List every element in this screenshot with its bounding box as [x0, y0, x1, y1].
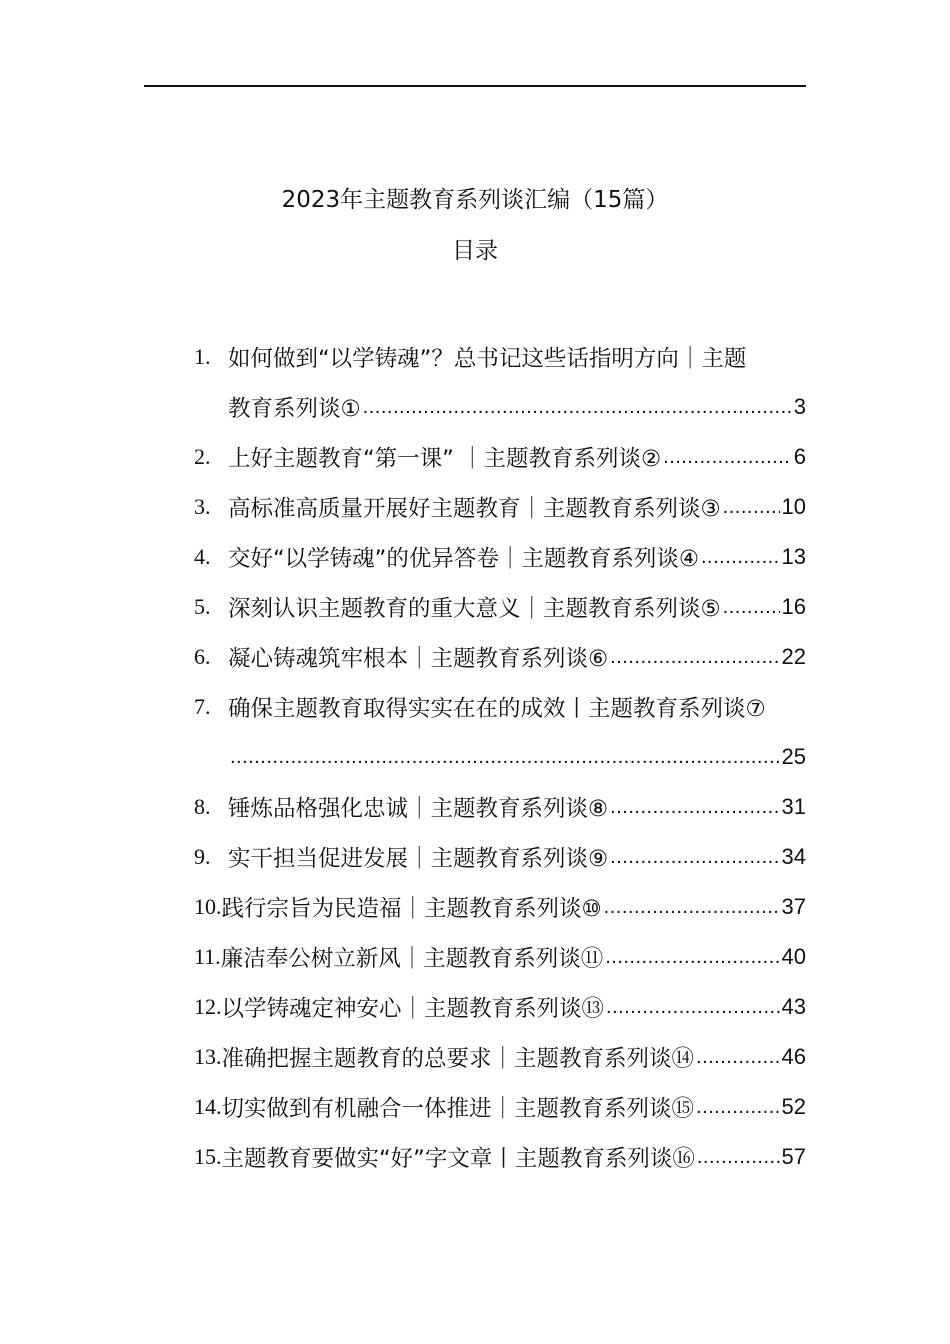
toc-entry-title: 践行宗旨为民造福｜主题教育系列谈⑩	[221, 896, 602, 922]
toc-entry-7[interactable]	[194, 682, 806, 732]
toc-entry-7-continued[interactable]	[194, 732, 806, 782]
toc-leader-dots	[610, 846, 779, 869]
toc-entry-title: 廉洁奉公树立新风｜主题教育系列谈⑪	[220, 946, 604, 972]
toc-entry-title: 实干担当促进发展｜主题教育系列谈⑨	[228, 846, 609, 872]
toc-page-number: 46	[781, 1044, 806, 1069]
toc-entry-title: 如何做到“以学铸魂”？总书记这些话指明方向｜主题	[228, 346, 747, 372]
toc-entry-title: 锤炼品格强化忠诚｜主题教育系列谈⑧	[228, 796, 609, 822]
toc-leader-dots	[363, 396, 792, 419]
toc-entry-number: 4.	[194, 544, 211, 569]
toc-page-number: 31	[781, 794, 806, 819]
toc-entry-title-continued: 教育系列谈①	[228, 396, 361, 422]
toc-entry-number: 15.	[194, 1144, 222, 1169]
toc-entry-8[interactable]	[194, 782, 806, 832]
toc-leader-dots	[697, 1146, 780, 1169]
toc-entry-1[interactable]	[194, 332, 806, 382]
toc-entry-title: 上好主题教育“第一课” ｜主题教育系列谈②	[228, 446, 662, 472]
toc-entry-number: 7.	[194, 694, 211, 719]
toc-entry-number: 1.	[194, 344, 211, 369]
toc-entry-title: 准确把握主题教育的总要求｜主题教育系列谈⑭	[221, 1046, 695, 1072]
toc-page-number: 25	[781, 744, 806, 769]
toc-entry-number: 9.	[194, 844, 211, 869]
toc-leader-dots	[605, 946, 779, 969]
toc-leader-dots	[604, 896, 780, 919]
toc-entry-title: 主题教育要做实“好”字文章丨主题教育系列谈⑯	[221, 1146, 695, 1172]
toc-entry-number: 13.	[194, 1044, 222, 1069]
toc-entry-title: 交好“以学铸魂”的优异答卷｜主题教育系列谈④	[228, 546, 699, 572]
header-rule	[144, 85, 806, 87]
toc-entry-5[interactable]	[194, 582, 806, 632]
toc-entry-number: 8.	[194, 794, 211, 819]
toc-entry-number: 10.	[194, 894, 222, 919]
toc-leader-dots	[696, 1096, 780, 1119]
document-title: 2023年主题教育系列谈汇编（15篇）	[281, 187, 669, 213]
toc-leader-dots	[723, 596, 780, 619]
toc-page-number: 34	[781, 844, 806, 869]
toc-entry-3[interactable]	[194, 482, 806, 532]
toc-entry-number: 2.	[194, 444, 211, 469]
toc-leader-dots	[701, 546, 780, 569]
toc-page-number: 40	[781, 944, 806, 969]
toc-entry-title: 确保主题教育取得实实在在的成效丨主题教育系列谈⑦	[228, 696, 766, 722]
toc-leader-dots	[230, 746, 780, 769]
toc-leader-dots	[610, 646, 779, 669]
toc-entry-number: 14.	[194, 1094, 222, 1119]
toc-entry-9[interactable]	[194, 832, 806, 882]
toc-leader-dots	[610, 796, 779, 819]
toc-entry-14[interactable]	[194, 1082, 806, 1132]
toc-leader-dots	[696, 1046, 780, 1069]
toc-entry-13[interactable]	[194, 1032, 806, 1082]
toc-entry-11[interactable]	[194, 932, 806, 982]
toc-page-number: 16	[781, 594, 806, 619]
toc-entry-4[interactable]	[194, 532, 806, 582]
toc-entry-title: 切实做到有机融合一体推进｜主题教育系列谈⑮	[221, 1096, 695, 1122]
toc-entry-number: 11.	[194, 944, 221, 969]
toc-entry-10[interactable]	[194, 882, 806, 932]
toc-entry-1-continued[interactable]	[194, 382, 806, 432]
toc-page-number: 6	[793, 444, 806, 469]
toc-entry-number: 12.	[194, 994, 222, 1019]
toc-entry-2[interactable]	[194, 432, 806, 482]
toc-page-number: 10	[781, 494, 806, 519]
toc-page-number: 22	[781, 644, 806, 669]
table-of-contents	[194, 332, 806, 1182]
toc-page-number: 43	[781, 994, 806, 1019]
toc-leader-dots	[606, 996, 780, 1019]
toc-leader-dots	[723, 496, 780, 519]
toc-entry-title: 高标准高质量开展好主题教育｜主题教育系列谈③	[228, 496, 721, 522]
toc-page-number: 37	[781, 894, 806, 919]
toc-leader-dots	[663, 446, 792, 469]
toc-page-number: 57	[781, 1144, 806, 1169]
toc-page-number: 3	[793, 394, 806, 419]
toc-entry-number: 3.	[194, 494, 211, 519]
toc-heading: 目录	[452, 238, 498, 264]
toc-entry-title: 深刻认识主题教育的重大意义｜主题教育系列谈⑤	[228, 596, 721, 622]
toc-page-number: 13	[781, 544, 806, 569]
toc-entry-12[interactable]	[194, 982, 806, 1032]
toc-page-number: 52	[781, 1094, 806, 1119]
toc-entry-title: 凝心铸魂筑牢根本｜主题教育系列谈⑥	[228, 646, 609, 672]
toc-entry-title: 以学铸魂定神安心｜主题教育系列谈⑬	[221, 996, 605, 1022]
toc-entry-number: 5.	[194, 594, 211, 619]
toc-entry-6[interactable]	[194, 632, 806, 682]
toc-entry-number: 6.	[194, 644, 211, 669]
toc-entry-15[interactable]	[194, 1132, 806, 1182]
